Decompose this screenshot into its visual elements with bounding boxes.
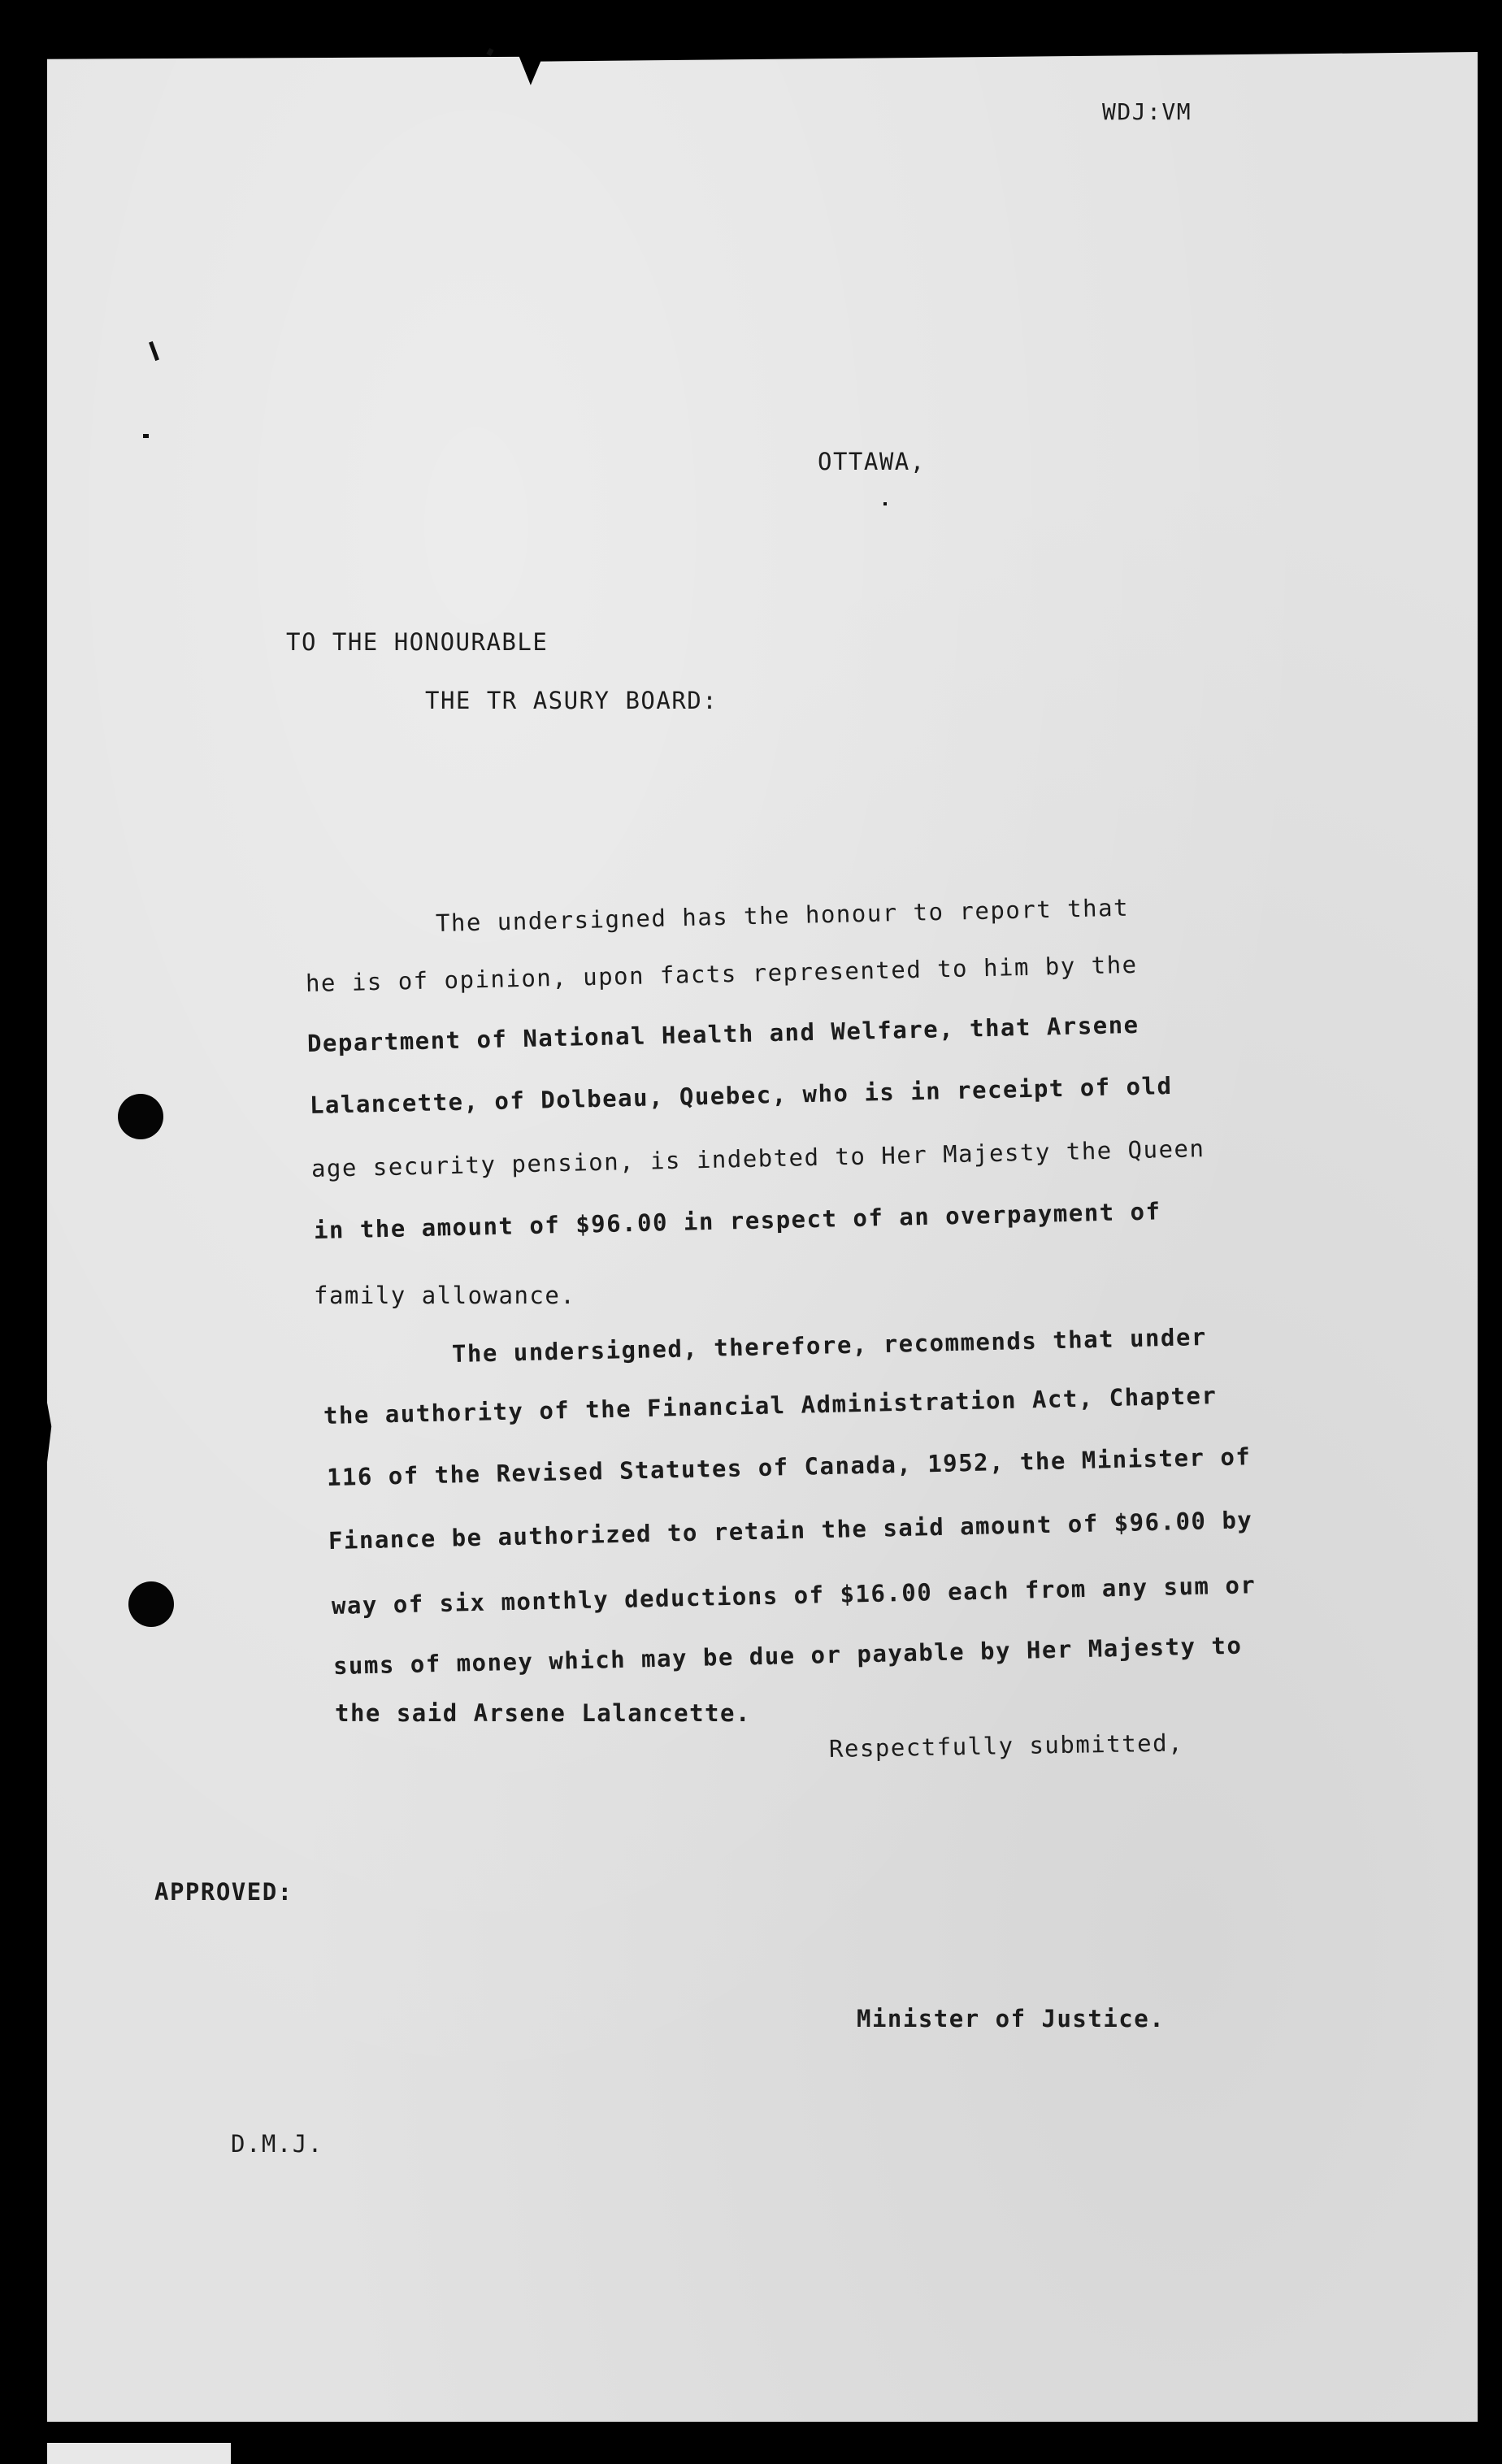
stray-mark [883, 502, 887, 505]
stray-mark [486, 48, 493, 56]
paper-sheet [47, 52, 1478, 2422]
paragraph-2-line: Finance be authorized to retain the said amount of $96.00 by [328, 1506, 1253, 1555]
paragraph-1-line: family allowance. [314, 1282, 576, 1309]
paragraph-2-line: way of six monthly deductions of $16.00 each from any sum or [331, 1571, 1257, 1620]
punch-hole-lower [128, 1581, 174, 1627]
paragraph-1-line: age security pension, is indebted to Her Majesty the Queen [310, 1134, 1205, 1182]
initials: D.M.J. [231, 2130, 323, 2158]
paragraph-2-line: the said Arsene Lalancette. [335, 1699, 751, 1727]
paragraph-2-line: 116 of the Revised Statutes of Canada, 1952, the Minister of [326, 1442, 1252, 1491]
paragraph-1-line: he is of opinion, upon facts represented to him by the [305, 950, 1138, 997]
paragraph-2-line: The undersigned, therefore, recommends that under [451, 1322, 1208, 1368]
reference-code: WDJ:VM [1102, 98, 1192, 125]
closing-line: Respectfully submitted, [828, 1729, 1184, 1763]
approved-label: APPROVED: [154, 1878, 293, 1906]
paragraph-2-line: the authority of the Financial Administration Act, Chapter [323, 1382, 1218, 1429]
signatory-title: Minister of Justice. [857, 2005, 1166, 2032]
paragraph-1-line: The undersigned has the honour to report that [435, 893, 1130, 937]
punch-hole-upper [118, 1094, 163, 1139]
paragraph-1-line: Lalancette, of Dolbeau, Quebec, who is in receipt of old [309, 1071, 1173, 1119]
paragraph-1-line: in the amount of $96.00 in respect of an overpayment of [313, 1197, 1161, 1244]
addressee-line-1: TO THE HONOURABLE [286, 628, 549, 656]
place-heading: OTTAWA, [818, 448, 926, 475]
addressee-line-2: THE TR ASURY BOARD: [425, 687, 718, 714]
scan-edge-tab [47, 2443, 231, 2464]
stray-mark [143, 434, 149, 438]
paragraph-1-line: Department of National Health and Welfare, that Arsene [306, 1010, 1140, 1057]
paragraph-2-line: sums of money which may be due or payable by Her Majesty to [332, 1631, 1243, 1680]
